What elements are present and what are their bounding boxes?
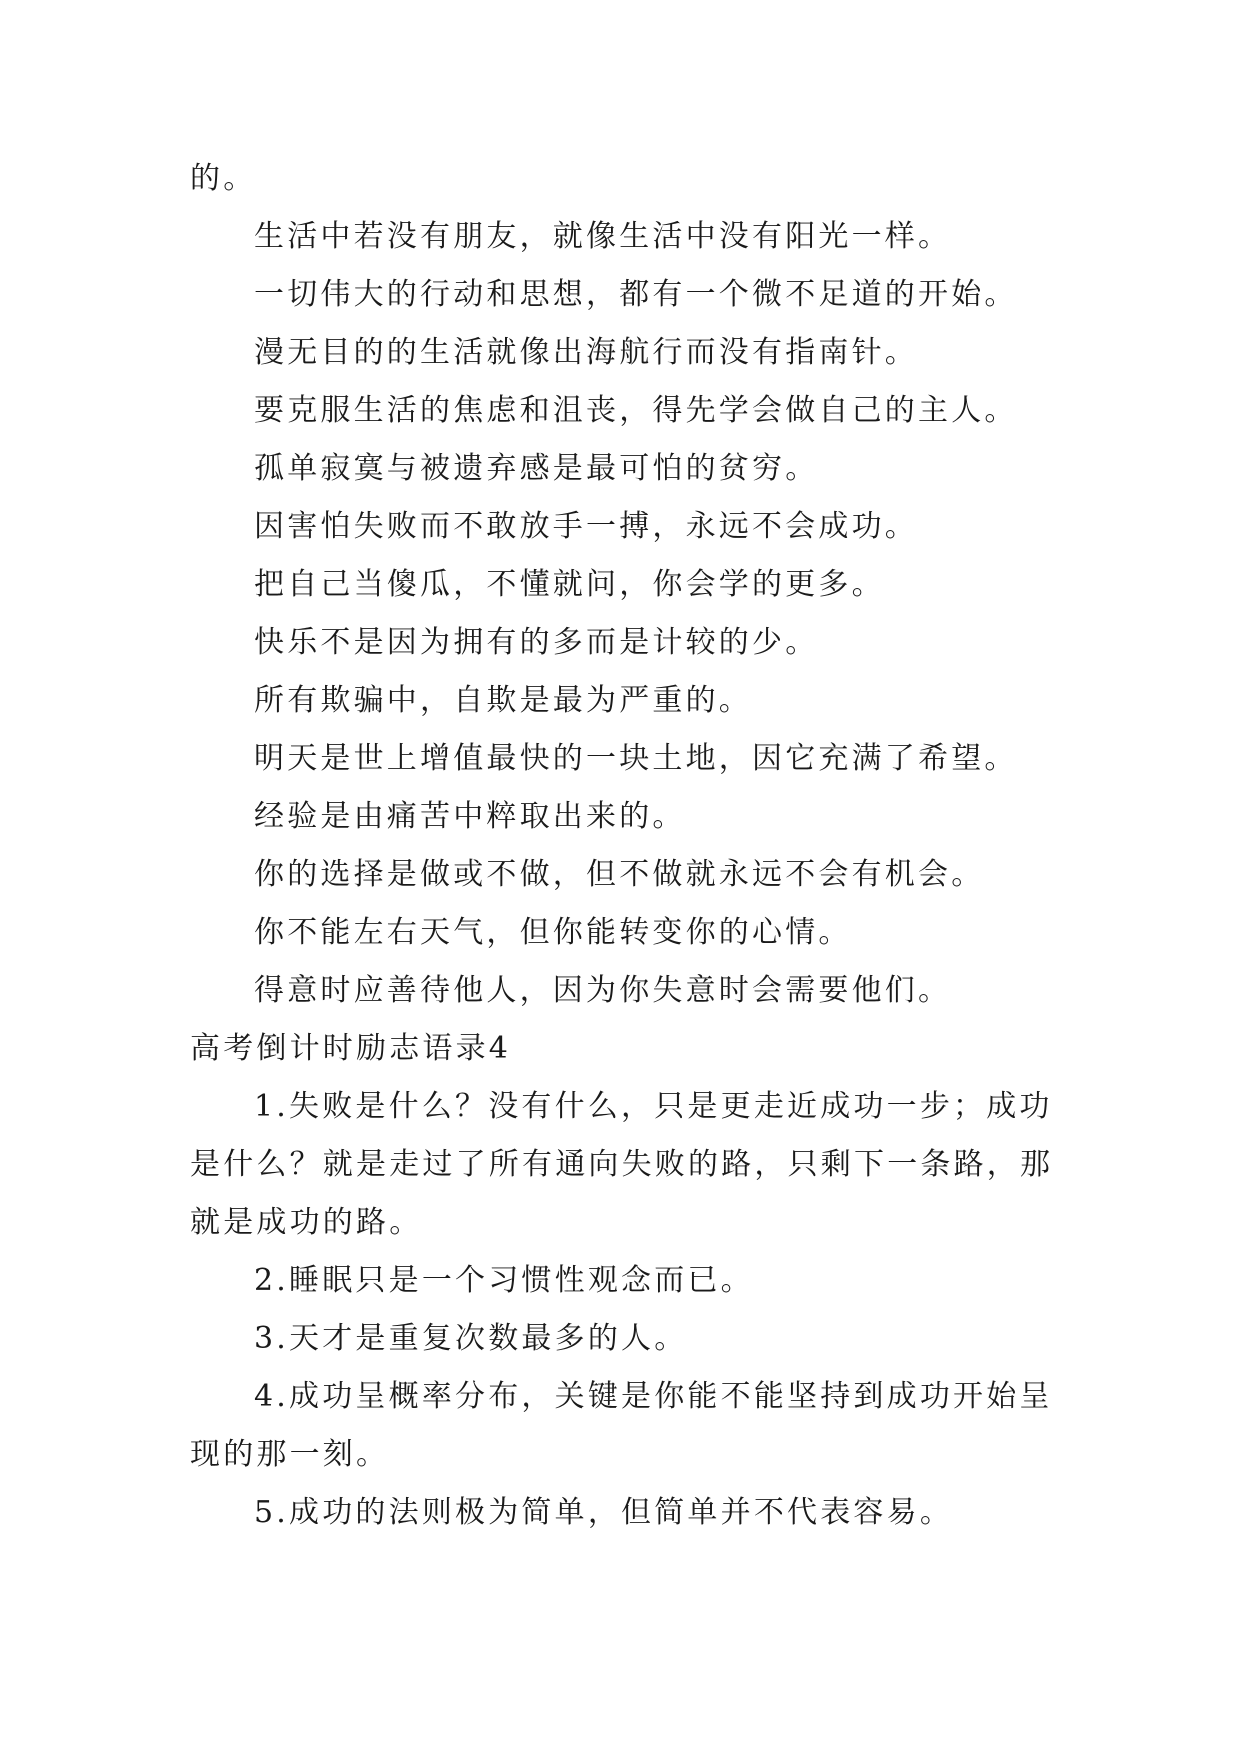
quote-line: 把自己当傻瓜，不懂就问，你会学的更多。 — [254, 567, 885, 602]
quote-line: 经验是由痛苦中粹取出来的。 — [254, 799, 686, 834]
quote-line: 因害怕失败而不敢放手一搏，永远不会成功。 — [254, 509, 918, 544]
quote-line: 明天是世上增值最快的一块土地，因它充满了希望。 — [254, 741, 1018, 776]
quote-line: 得意时应善待他人，因为你失意时会需要他们。 — [254, 973, 952, 1008]
quote-line: 你的选择是做或不做，但不做就永远不会有机会。 — [254, 857, 985, 892]
quote-line: 你不能左右天气，但你能转变你的心情。 — [254, 915, 852, 950]
numbered-item-line: 1.失败是什么？没有什么，只是更走近成功一步；成功 — [254, 1089, 1053, 1124]
quote-line: 快乐不是因为拥有的多而是计较的少。 — [254, 625, 819, 660]
quote-line: 一切伟大的行动和思想，都有一个微不足道的开始。 — [254, 277, 1018, 312]
numbered-item-line: 就是成功的路。 — [190, 1205, 423, 1240]
quote-line: 孤单寂寞与被遗弃感是最可怕的贫穷。 — [254, 451, 819, 486]
numbered-item-line: 是什么？就是走过了所有通向失败的路，只剩下一条路，那 — [190, 1147, 1054, 1182]
numbered-item-line: 4.成功呈概率分布，关键是你能不能坚持到成功开始呈 — [254, 1379, 1053, 1414]
quote-line: 所有欺骗中，自欺是最为严重的。 — [254, 683, 752, 718]
numbered-item-4 — [190, 1368, 1053, 1484]
quote-line: 要克服生活的焦虑和沮丧，得先学会做自己的主人。 — [254, 393, 1018, 428]
paragraph-fragment: 的。 — [190, 161, 257, 196]
numbered-item-line: 现的那一刻。 — [190, 1437, 390, 1472]
quote-line: 生活中若没有朋友，就像生活中没有阳光一样。 — [254, 219, 952, 254]
quote-line: 漫无目的的生活就像出海航行而没有指南针。 — [254, 335, 918, 370]
section-title: 高考倒计时励志语录4 — [190, 1031, 512, 1066]
numbered-item-5: 5.成功的法则极为简单，但简单并不代表容易。 — [254, 1495, 954, 1530]
numbered-item-1 — [190, 1078, 1054, 1252]
numbered-item-2: 2.睡眠只是一个习惯性观念而已。 — [254, 1263, 754, 1298]
document-page — [190, 150, 1054, 1542]
numbered-item-3: 3.天才是重复次数最多的人。 — [254, 1321, 688, 1356]
